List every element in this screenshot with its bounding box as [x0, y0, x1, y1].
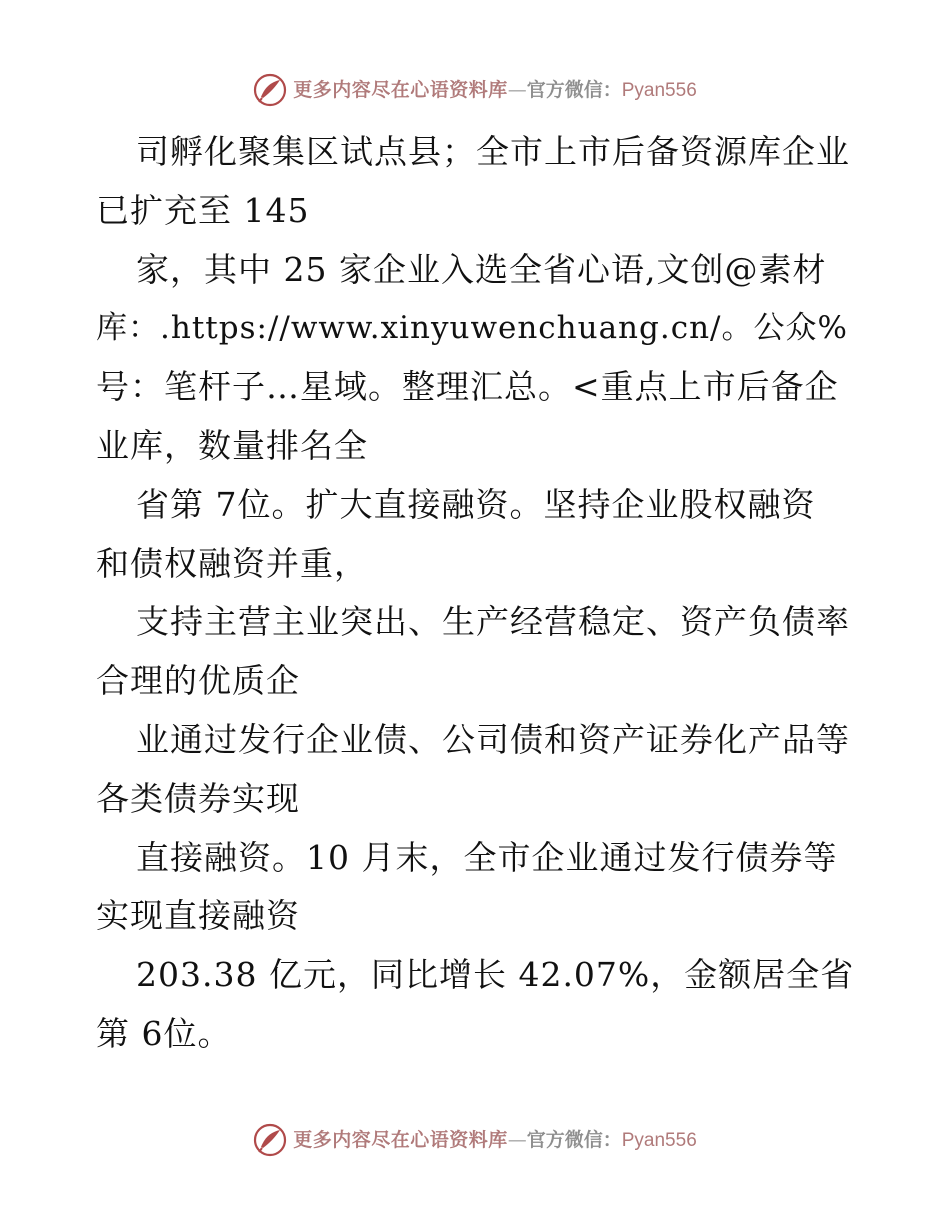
banner-title: 更多内容尽在心语资料库: [293, 78, 508, 101]
text-line: 实现直接融资: [96, 896, 300, 936]
banner-title: 更多内容尽在心语资料库: [293, 1128, 508, 1151]
banner-separator: —: [507, 1128, 527, 1151]
banner-wechat-id: Pyan556: [621, 79, 697, 101]
banner-wechat-label: 官方微信：: [526, 78, 622, 101]
banner-wechat-id: Pyan556: [621, 1129, 697, 1151]
footer-banner: [0, 1120, 950, 1160]
text-line: 已扩充至 145: [96, 190, 310, 230]
text-line: 各类债券实现: [96, 778, 300, 818]
text-line: 203.38 亿元，同比增长 42.07%，金额居全省: [136, 955, 855, 995]
text-line: 业库，数量排名全: [96, 425, 368, 465]
text-line: 业通过发行企业债、公司债和资产证券化产品等: [136, 719, 850, 759]
text-line: 直接融资。10 月末，全市企业通过发行债券等: [136, 837, 838, 877]
quill-logo-icon: [253, 1123, 287, 1157]
banner-wechat-label: 官方微信：: [526, 1128, 622, 1151]
quill-logo-icon: [253, 73, 287, 107]
header-banner: [0, 70, 950, 110]
document-body: [96, 123, 856, 1064]
banner-text: [293, 1128, 697, 1151]
text-line: 家，其中 25 家企业入选全省心语,文创@素材: [136, 249, 827, 289]
banner-text: [293, 78, 697, 101]
text-line: 合理的优质企: [96, 661, 300, 701]
text-line: 司孵化聚集区试点县；全市上市后备资源库企业: [136, 132, 850, 171]
text-line: 省第 7位。扩大直接融资。坚持企业股权融资: [136, 484, 816, 524]
text-line: 支持主营主业突出、生产经营稳定、资产负债率: [136, 602, 850, 642]
text-line: 第 6位。: [96, 1013, 232, 1053]
text-line: 号：笔杆子…星域。整理汇总。<重点上市后备企: [96, 367, 839, 407]
text-line: 库：.https://www.xinyuwenchuang.cn/。公众%: [96, 310, 848, 347]
text-line: 和债权融资并重，: [96, 543, 368, 583]
banner-separator: —: [507, 78, 527, 101]
